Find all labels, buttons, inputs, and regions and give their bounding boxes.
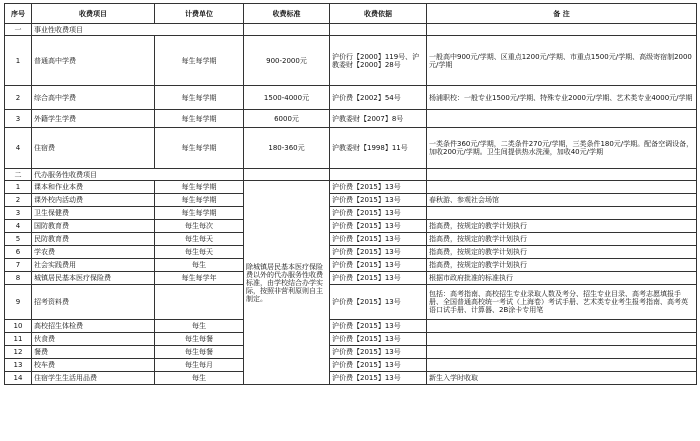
fee-table	[4, 3, 697, 385]
row-basis: 沪价费【2015】13号	[330, 194, 427, 207]
row-no: 2	[5, 194, 32, 207]
row-unit: 每生每餐	[155, 333, 244, 346]
row-no: 8	[5, 272, 32, 285]
table-row	[5, 233, 697, 246]
row-basis: 沪价费【2015】13号	[330, 259, 427, 272]
row-basis: 沪价费【2015】13号	[330, 207, 427, 220]
row-no: 11	[5, 333, 32, 346]
row-unit: 每生每天	[155, 246, 244, 259]
row-no: 2	[5, 86, 32, 110]
row-remark: 一类条件360元/学期，二类条件270元/学期，三类条件180元/学期。配备空调设备，加收200元/学期。卫生间提供热水洗澡，加收40元/学期	[427, 128, 697, 169]
row-basis: 沪价费【2015】13号	[330, 359, 427, 372]
row-basis: 沪价费【2015】13号	[330, 285, 427, 320]
row-unit: 每生每学期	[155, 36, 244, 86]
table-row	[5, 372, 697, 385]
header-row	[5, 4, 697, 24]
row-no: 4	[5, 128, 32, 169]
table-row	[5, 86, 697, 110]
row-item: 高校招生体检费	[32, 320, 155, 333]
services-standard-note: 除城镇居民基本医疗保险费以外的代办服务性收费标准，由学校结合办学实际，按照非营利原则自主制定。	[244, 181, 330, 385]
row-remark: 包括：高考指南、高校招生专业录取人数及考分、招生专业目录、高考志愿填报手册、全国普通高校统一考试（上海卷）考试手册、艺术类专业考生报考指南、高考英语口试手册、计算器、2B涂卡专用笔	[427, 285, 697, 320]
row-standard: 6000元	[244, 110, 330, 128]
row-basis: 沪价费【2015】13号	[330, 220, 427, 233]
row-item: 招考资料费	[32, 285, 155, 320]
row-no: 10	[5, 320, 32, 333]
row-basis: 沪价费【2015】13号	[330, 181, 427, 194]
row-remark: 新生入学时收取	[427, 372, 697, 385]
section-filler	[427, 24, 697, 36]
row-item: 城镇居民基本医疗保险费	[32, 272, 155, 285]
row-basis: 沪价费【2015】13号	[330, 372, 427, 385]
row-unit: 每生每学期	[155, 128, 244, 169]
row-unit: 每生每学期	[155, 110, 244, 128]
row-basis: 沪价费【2015】13号	[330, 346, 427, 359]
table-row	[5, 285, 697, 320]
row-no: 12	[5, 346, 32, 359]
header-item: 收费项目	[32, 4, 155, 24]
row-remark: 一般高中900元/学期、区重点1200元/学期、市重点1500元/学期、高级寄宿制2000元/学期	[427, 36, 697, 86]
table-row	[5, 128, 697, 169]
row-item: 学农费	[32, 246, 155, 259]
header-unit: 计费单位	[155, 4, 244, 24]
row-unit: 每生	[155, 372, 244, 385]
table-row	[5, 259, 697, 272]
row-item: 社会实践费用	[32, 259, 155, 272]
table-row	[5, 220, 697, 233]
row-remark	[427, 110, 697, 128]
row-remark	[427, 346, 697, 359]
row-item: 民防教育费	[32, 233, 155, 246]
table-row	[5, 246, 697, 259]
row-no: 13	[5, 359, 32, 372]
row-unit: 每生每次	[155, 220, 244, 233]
section-title: 事业性收费项目	[32, 24, 244, 36]
row-item: 国防教育费	[32, 220, 155, 233]
row-no: 5	[5, 233, 32, 246]
header-no: 序号	[5, 4, 32, 24]
row-item: 住宿费	[32, 128, 155, 169]
row-no: 3	[5, 110, 32, 128]
fee-document	[4, 3, 697, 385]
row-unit: 每生每餐	[155, 346, 244, 359]
row-basis: 沪价行【2000】119号、沪教委财【2000】28号	[330, 36, 427, 86]
row-remark: 指高费，按规定的教学计划执行	[427, 259, 697, 272]
section-row	[5, 169, 697, 181]
row-item: 卫生保健费	[32, 207, 155, 220]
header-standard: 收费标准	[244, 4, 330, 24]
row-item: 普通高中学费	[32, 36, 155, 86]
header-basis: 收费依据	[330, 4, 427, 24]
row-unit: 每生每学期	[155, 86, 244, 110]
table-row	[5, 110, 697, 128]
table-row	[5, 272, 697, 285]
row-item: 住宿学生生活用品费	[32, 372, 155, 385]
row-basis: 沪价费【2002】54号	[330, 86, 427, 110]
section-filler	[330, 24, 427, 36]
row-standard: 1500-4000元	[244, 86, 330, 110]
row-item: 综合高中学费	[32, 86, 155, 110]
table-row	[5, 320, 697, 333]
table-row	[5, 36, 697, 86]
section-no: 二	[5, 169, 32, 181]
table-row	[5, 181, 697, 194]
row-remark: 指高费，按规定的教学计划执行	[427, 220, 697, 233]
section-row	[5, 24, 697, 36]
section-filler	[330, 169, 427, 181]
row-basis: 沪价费【2015】13号	[330, 272, 427, 285]
row-unit: 每生每学期	[155, 207, 244, 220]
table-row	[5, 194, 697, 207]
section-filler	[427, 169, 697, 181]
row-unit: 每生每天	[155, 233, 244, 246]
row-remark	[427, 181, 697, 194]
table-row	[5, 333, 697, 346]
row-no: 9	[5, 285, 32, 320]
row-basis: 沪教委财【2007】8号	[330, 110, 427, 128]
header-remark: 备 注	[427, 4, 697, 24]
row-no: 14	[5, 372, 32, 385]
row-item: 校车费	[32, 359, 155, 372]
row-remark: 根据市政府批准的标准执行	[427, 272, 697, 285]
row-basis: 沪价费【2015】13号	[330, 320, 427, 333]
row-remark: 指高费，按规定的教学计划执行	[427, 233, 697, 246]
row-item: 课外校内活动费	[32, 194, 155, 207]
row-standard: 900-2000元	[244, 36, 330, 86]
row-basis: 沪教委财【1998】11号	[330, 128, 427, 169]
row-no: 1	[5, 36, 32, 86]
row-item: 课本和作业本费	[32, 181, 155, 194]
section-no: 一	[5, 24, 32, 36]
section-filler	[244, 169, 330, 181]
row-basis: 沪价费【2015】13号	[330, 246, 427, 259]
row-no: 4	[5, 220, 32, 233]
row-remark	[427, 333, 697, 346]
row-item: 伙食费	[32, 333, 155, 346]
row-basis: 沪价费【2015】13号	[330, 233, 427, 246]
row-no: 6	[5, 246, 32, 259]
row-remark	[427, 207, 697, 220]
row-remark	[427, 320, 697, 333]
row-basis: 沪价费【2015】13号	[330, 333, 427, 346]
row-remark	[427, 359, 697, 372]
row-remark: 春秋游、参观社会场馆	[427, 194, 697, 207]
section-filler	[244, 24, 330, 36]
row-remark: 杨浦职校：一般专业1500元/学期、特殊专业2000元/学期、艺术类专业4000元/学期	[427, 86, 697, 110]
row-no: 3	[5, 207, 32, 220]
row-unit	[155, 285, 244, 320]
row-unit: 每生每学年	[155, 272, 244, 285]
row-standard: 180-360元	[244, 128, 330, 169]
row-unit: 每生	[155, 320, 244, 333]
table-row	[5, 346, 697, 359]
row-no: 7	[5, 259, 32, 272]
row-no: 1	[5, 181, 32, 194]
row-item: 餐费	[32, 346, 155, 359]
row-remark: 指高费，按规定的教学计划执行	[427, 246, 697, 259]
row-unit: 每生每学期	[155, 181, 244, 194]
row-item: 外籍学生学费	[32, 110, 155, 128]
table-row	[5, 207, 697, 220]
row-unit: 每生	[155, 259, 244, 272]
section-title: 代办服务性收费项目	[32, 169, 244, 181]
row-unit: 每生每月	[155, 359, 244, 372]
table-row	[5, 359, 697, 372]
row-unit: 每生每学期	[155, 194, 244, 207]
